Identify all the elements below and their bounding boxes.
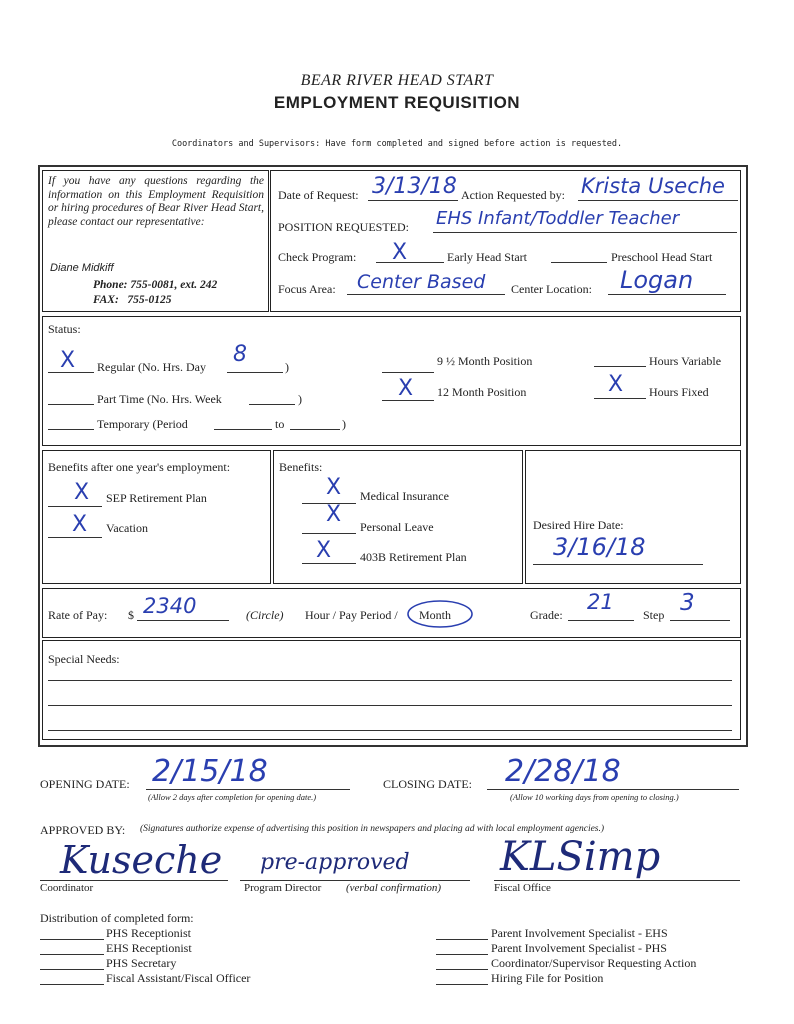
focus-area-value: Center Based [357,271,486,293]
sep-label: SEP Retirement Plan [106,491,207,505]
program-ehs-line [376,262,444,263]
retire-mark: X [316,538,332,563]
special-needs-box [42,640,741,740]
part-time-hours-line [249,404,295,405]
opening-date-line [146,789,350,790]
status-label: Status: [48,322,81,336]
action-requested-line [578,200,738,201]
center-location-label: Center Location: [511,282,592,296]
vacation-line [48,537,102,538]
dist-right-item: Hiring File for Position [491,971,604,985]
sep-line [48,506,102,507]
regular-close: ) [285,360,289,374]
program-ehs-mark: X [392,240,408,265]
pay-month-circle [406,598,474,630]
form-title: EMPLOYMENT REQUISITION [273,93,521,112]
dist-left-line-0 [40,939,104,940]
nine-month-line [382,372,434,373]
hours-variable-line [594,366,646,367]
hire-date-value: 3/16/18 [553,533,646,561]
benefits-after-label: Benefits after one year's employment: [48,460,231,474]
date-of-request-value: 3/13/18 [372,174,457,199]
closing-date-note: (Allow 10 working days from opening to closing.) [510,792,679,802]
dist-left-item: PHS Receptionist [106,926,192,940]
dist-right-line-0 [436,939,488,940]
vacation-mark: X [72,512,88,537]
dist-right-line-3 [436,984,488,985]
dist-left-line-2 [40,969,104,970]
hire-date-line [533,564,703,565]
distribution-label: Distribution of completed form: [40,911,194,925]
grade-value: 21 [587,590,614,614]
program-phs-label: Preschool Head Start [611,250,713,264]
medical-label: Medical Insurance [360,489,449,503]
retire-label: 403B Retirement Plan [360,550,467,564]
temporary-label: Temporary (Period [97,417,188,431]
temporary-close: ) [342,417,346,431]
benefits-label: Benefits: [279,460,323,474]
opening-date-value: 2/15/18 [152,754,268,789]
position-value: EHS Infant/Toddler Teacher [436,208,680,229]
sep-mark: X [74,480,90,505]
date-of-request-line [368,200,458,201]
director-note: (verbal confirmation) [346,882,442,894]
contact-phone: Phone: 755-0081, ext. 242 [93,279,218,291]
twelve-month-label: 12 Month Position [437,385,527,399]
director-signature: pre-approved [260,850,410,875]
dist-left-item: Fiscal Assistant/Fiscal Officer [106,971,251,985]
focus-area-label: Focus Area: [278,282,336,296]
program-ehs-label: Early Head Start [447,250,527,264]
dist-left-line-3 [40,984,104,985]
hours-fixed-mark: X [608,372,624,397]
contact-fax: FAX: 755-0125 [93,294,172,306]
regular-label: Regular (No. Hrs. Day [97,360,206,374]
date-of-request-label: Date of Request: [278,188,359,202]
program-label: Check Program: [278,250,357,264]
action-requested-label: Action Requested by: [461,188,565,202]
pay-label: Rate of Pay: [48,608,108,622]
contact-text: If you have any questions regarding the information on this Employment Requisition or hiring procedures of Bear River Head Start, please contact our representative: [48,175,264,228]
focus-area-line [347,294,505,295]
part-time-label: Part Time (No. Hrs. Week [97,392,222,406]
director-label: Program Director [244,882,322,894]
pay-circle-label: (Circle) [246,608,284,622]
center-location-line [608,294,726,295]
action-requested-value: Krista Useche [581,174,725,198]
contact-name: Diane Midkiff [50,262,114,274]
fiscal-sig-line [494,880,740,881]
opening-date-label: OPENING DATE: [40,777,130,791]
dist-left-item: PHS Secretary [106,956,177,970]
regular-hours-value: 8 [233,342,247,367]
leave-line [302,533,356,534]
position-line [433,232,737,233]
dist-right-item: Parent Involvement Specialist - EHS [491,926,668,940]
closing-date-value: 2/28/18 [505,754,621,789]
approved-by-label: APPROVED BY: [40,823,126,837]
fiscal-signature: KLSimp [500,834,661,880]
special-needs-line-2 [48,705,732,706]
step-line [670,620,730,621]
opening-date-note: (Allow 2 days after completion for opening date.) [148,792,317,802]
closing-date-line [487,789,739,790]
dist-right-item: Parent Involvement Specialist - PHS [491,941,667,955]
regular-mark: X [60,348,76,373]
pay-value: 2340 [143,594,197,618]
special-needs-label: Special Needs: [48,652,120,666]
dist-right-line-1 [436,954,488,955]
form-note: Coordinators and Supervisors: Have form completed and signed before action is requested. [171,139,623,149]
dist-right-item: Coordinator/Supervisor Requesting Action [491,956,697,970]
fiscal-label: Fiscal Office [494,882,551,894]
medical-mark: X [326,475,342,500]
regular-hours-line [227,372,283,373]
dist-right-line-2 [436,969,488,970]
dist-left-line-1 [40,954,104,955]
twelve-month-mark: X [398,376,414,401]
org-name: BEAR RIVER HEAD START [300,72,494,89]
grade-line [568,620,634,621]
closing-date-label: CLOSING DATE: [383,777,472,791]
pay-dollar: $ [128,608,134,622]
step-label: Step [643,608,665,622]
center-location-value: Logan [620,266,694,294]
step-value: 3 [680,590,695,616]
vacation-label: Vacation [106,521,148,535]
hire-date-label: Desired Hire Date: [533,518,624,532]
grade-label: Grade: [530,608,563,622]
pay-month-label: Month [419,608,452,622]
temporary-to-label: to [275,417,285,431]
pay-period-label: Hour / Pay Period / [305,608,398,622]
special-needs-line-3 [48,730,732,731]
director-sig-line [240,880,470,881]
position-label: POSITION REQUESTED: [278,220,409,234]
dist-left-item: EHS Receptionist [106,941,192,955]
temporary-to-line [290,429,340,430]
leave-mark: X [326,502,342,527]
leave-label: Personal Leave [360,520,434,534]
coordinator-signature: Kuseche [60,838,223,882]
nine-month-label: 9 ½ Month Position [437,354,533,368]
hours-variable-label: Hours Variable [649,354,722,368]
approved-by-note: (Signatures authorize expense of advertising this position in newspapers and placing ad with local employment agencies.) [140,824,605,834]
temporary-line [48,429,94,430]
program-phs-line [551,262,607,263]
coordinator-label: Coordinator [40,882,94,894]
part-time-close: ) [298,392,302,406]
special-needs-line-1 [48,680,732,681]
hours-fixed-label: Hours Fixed [649,385,709,399]
retire-line [302,563,356,564]
pay-line [137,620,229,621]
temporary-from-line [214,429,272,430]
part-time-line [48,404,94,405]
hours-fixed-line [594,398,646,399]
